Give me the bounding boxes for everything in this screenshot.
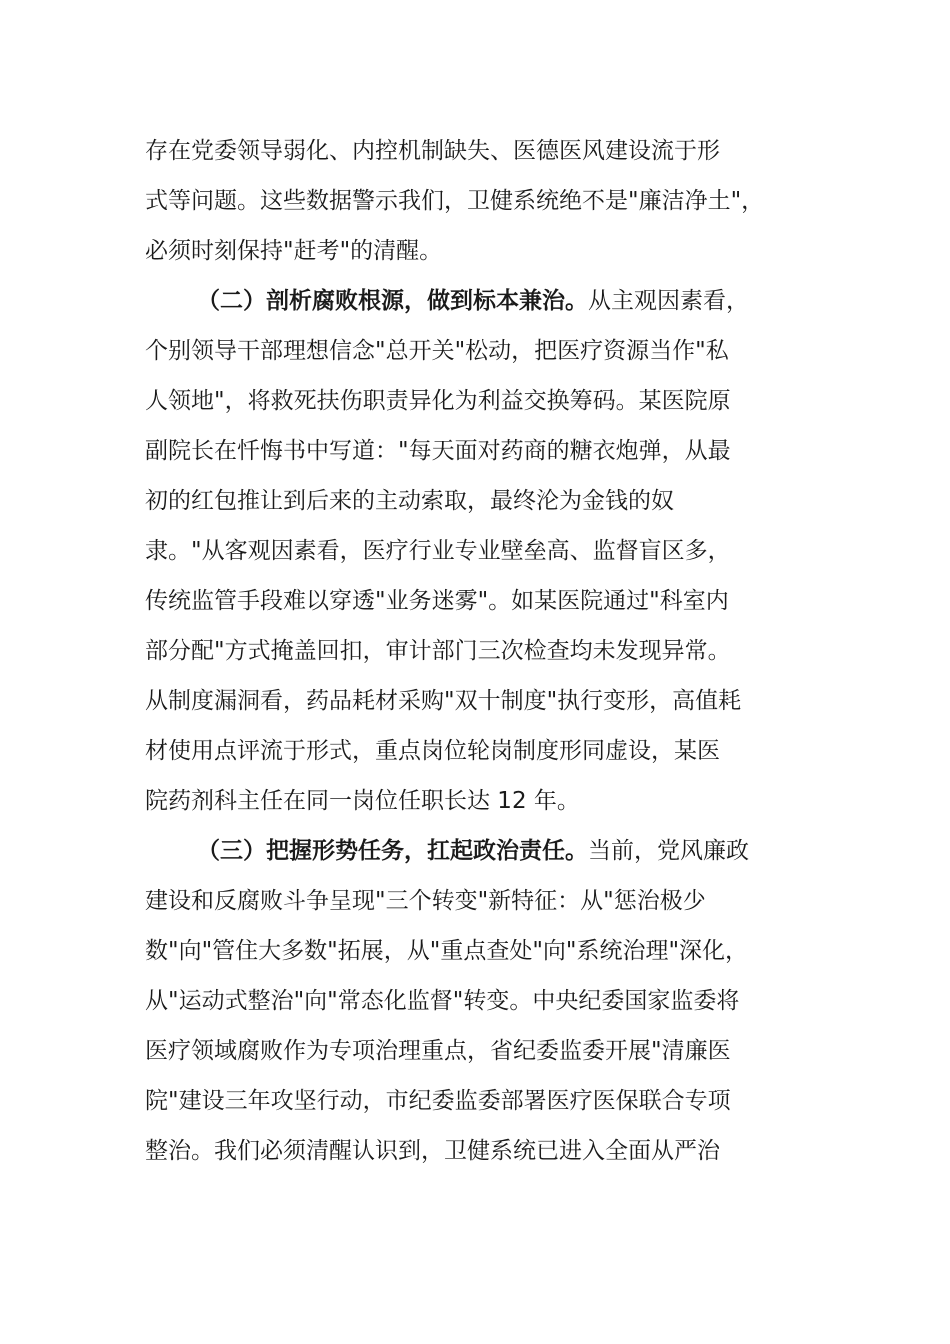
text-line: 整治。我们必须清醒认识到，卫健系统已进入全面从严治 <box>145 1138 720 1164</box>
text-line: 副院长在忏悔书中写道："每天面对药商的糖衣炮弹，从最 <box>145 438 731 464</box>
text-line: 从制度漏洞看，药品耗材采购"双十制度"执行变形，高值耗 <box>145 688 742 714</box>
section-heading-text: 从主观因素看， <box>588 288 749 314</box>
text-line: 建设和反腐败斗争呈现"三个转变"新特征：从"惩治极少 <box>145 888 706 914</box>
text-line: 式等问题。这些数据警示我们，卫健系统绝不是"廉洁净土"， <box>145 188 765 214</box>
text-line: 必须时刻保持"赶考"的清醒。 <box>145 238 443 264</box>
text-line: 医疗领域腐败作为专项治理重点，省纪委监委开展"清廉医 <box>145 1038 731 1064</box>
text-line: 传统监管手段难以穿透"业务迷雾"。如某医院通过"科室内 <box>145 588 729 614</box>
text-line: 材使用点评流于形式，重点岗位轮岗制度形同虚设，某医 <box>145 738 720 764</box>
text-line: 隶。"从客观因素看，医疗行业专业壁垒高、监督盲区多， <box>145 538 731 564</box>
section-heading: （三）把握形势任务，扛起政治责任。 <box>197 838 588 864</box>
text-line: 部分配"方式掩盖回扣，审计部门三次检查均未发现异常。 <box>145 638 731 664</box>
section-heading-text: 当前，党风廉政 <box>588 838 749 864</box>
section-heading-line <box>197 836 749 866</box>
text-line: 存在党委领导弱化、内控机制缺失、医德医风建设流于形 <box>145 138 720 164</box>
section-heading: （二）剖析腐败根源，做到标本兼治。 <box>197 288 588 314</box>
text-line: 数"向"管住大多数"拓展，从"重点查处"向"系统治理"深化， <box>145 938 749 964</box>
text-line: 从"运动式整治"向"常态化监督"转变。中央纪委国家监委将 <box>145 988 740 1014</box>
section-heading-line <box>197 286 749 316</box>
text-line: 个别领导干部理想信念"总开关"松动，把医疗资源当作"私 <box>145 338 729 364</box>
text-line: 初的红包推让到后来的主动索取，最终沦为金钱的奴 <box>145 488 674 514</box>
text-line: 院"建设三年攻坚行动，市纪委监委部署医疗医保联合专项 <box>145 1088 731 1114</box>
text-line: 人领地"，将救死扶伤职责异化为利益交换筹码。某医院原 <box>145 388 731 414</box>
text-line: 院药剂科主任在同一岗位任职长达 12 年。 <box>145 788 580 814</box>
